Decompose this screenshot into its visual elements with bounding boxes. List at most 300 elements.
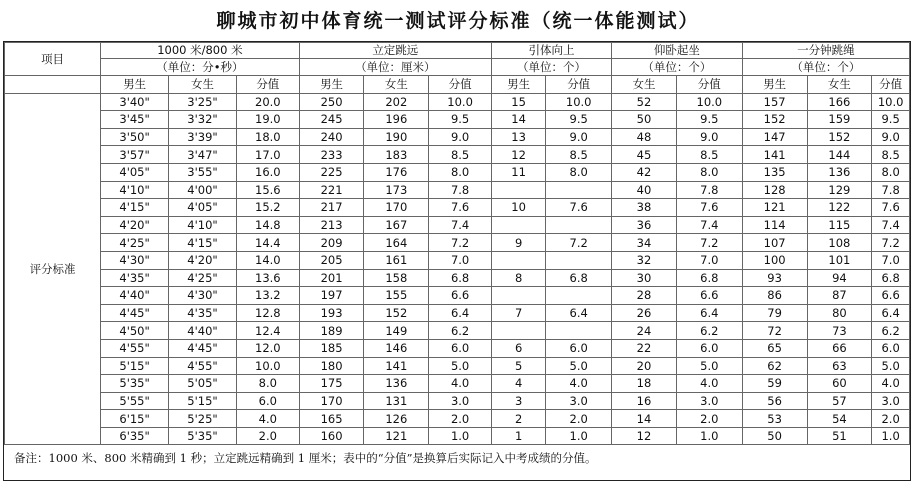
table-cell: 6'15" xyxy=(101,410,169,428)
table-cell: 3'50" xyxy=(101,128,169,146)
table-cell: 141 xyxy=(742,146,807,164)
table-cell: 6.4 xyxy=(676,304,742,322)
sub-header-cell: 分值 xyxy=(676,76,742,94)
sub-header-cell: 分值 xyxy=(236,76,299,94)
table-cell: 170 xyxy=(364,199,429,217)
table-cell: 8.5 xyxy=(676,146,742,164)
table-cell: 4'55" xyxy=(169,357,237,375)
table-cell: 213 xyxy=(299,216,364,234)
table-cell: 4'40" xyxy=(169,322,237,340)
sub-header-cell: 女生 xyxy=(169,76,237,94)
table-cell: 6.0 xyxy=(236,392,299,410)
table-cell xyxy=(491,322,545,340)
table-cell: 57 xyxy=(807,392,872,410)
table-cell: 3'45" xyxy=(101,111,169,129)
group-name: 立定跳远 xyxy=(372,43,419,57)
table-cell: 4'15" xyxy=(169,234,237,252)
table-cell: 152 xyxy=(364,304,429,322)
table-cell: 7.0 xyxy=(676,251,742,269)
table-cell: 165 xyxy=(299,410,364,428)
table-cell: 159 xyxy=(807,111,872,129)
table-cell: 12.8 xyxy=(236,304,299,322)
table-row xyxy=(5,269,910,287)
table-cell: 12 xyxy=(491,146,545,164)
blank-sub-cell xyxy=(5,76,101,94)
table-cell: 4'45" xyxy=(101,304,169,322)
table-cell: 2.0 xyxy=(872,410,910,428)
table-cell: 115 xyxy=(807,216,872,234)
table-cell: 160 xyxy=(299,427,364,445)
table-cell: 4'35" xyxy=(169,304,237,322)
table-cell: 6.4 xyxy=(546,304,612,322)
table-cell: 7.6 xyxy=(546,199,612,217)
table-cell: 19.0 xyxy=(236,111,299,129)
table-cell: 6.8 xyxy=(676,269,742,287)
table-row xyxy=(5,93,910,111)
table-cell: 5'15" xyxy=(101,357,169,375)
table-cell: 4.0 xyxy=(676,375,742,393)
table-row xyxy=(5,375,910,393)
table-cell: 121 xyxy=(742,199,807,217)
table-row xyxy=(5,322,910,340)
table-cell: 100 xyxy=(742,251,807,269)
table-cell: 62 xyxy=(742,357,807,375)
table-cell: 4'05" xyxy=(169,199,237,217)
table-cell: 65 xyxy=(742,339,807,357)
table-cell: 6.8 xyxy=(429,269,492,287)
sub-header-cell: 男生 xyxy=(101,76,169,94)
table-cell: 250 xyxy=(299,93,364,111)
table-cell xyxy=(546,322,612,340)
table-cell: 196 xyxy=(364,111,429,129)
table-cell: 10 xyxy=(491,199,545,217)
sub-header-cell: 分值 xyxy=(546,76,612,94)
table-cell: 79 xyxy=(742,304,807,322)
table-cell: 4'05" xyxy=(101,163,169,181)
unit-run: （单位：分•秒） xyxy=(101,59,300,76)
table-cell: 7 xyxy=(491,304,545,322)
table-cell: 7.6 xyxy=(429,199,492,217)
table-row xyxy=(5,339,910,357)
table-cell: 121 xyxy=(364,427,429,445)
table-cell: 183 xyxy=(364,146,429,164)
table-row xyxy=(5,234,910,252)
table-cell: 6.8 xyxy=(872,269,910,287)
table-cell: 175 xyxy=(299,375,364,393)
sub-header-cell: 分值 xyxy=(429,76,492,94)
table-cell: 9.0 xyxy=(872,128,910,146)
table-cell: 221 xyxy=(299,181,364,199)
table-cell: 170 xyxy=(299,392,364,410)
table-row xyxy=(5,410,910,428)
table-cell: 202 xyxy=(364,93,429,111)
table-cell: 1.0 xyxy=(546,427,612,445)
table-cell: 9.5 xyxy=(872,111,910,129)
table-cell: 14.0 xyxy=(236,251,299,269)
table-cell: 10.0 xyxy=(546,93,612,111)
table-cell: 6.4 xyxy=(872,304,910,322)
table-cell: 136 xyxy=(807,163,872,181)
table-cell: 53 xyxy=(742,410,807,428)
table-cell: 7.6 xyxy=(676,199,742,217)
table-row xyxy=(5,427,910,445)
table-body xyxy=(5,93,910,445)
table-cell: 167 xyxy=(364,216,429,234)
table-cell: 15 xyxy=(491,93,545,111)
table-cell: 6.0 xyxy=(676,339,742,357)
table-cell: 14.4 xyxy=(236,234,299,252)
table-cell: 193 xyxy=(299,304,364,322)
table-cell: 48 xyxy=(612,128,677,146)
table-cell: 10.0 xyxy=(429,93,492,111)
table-cell: 51 xyxy=(807,427,872,445)
table-cell: 5'55" xyxy=(101,392,169,410)
table-row xyxy=(5,146,910,164)
table-cell: 5 xyxy=(491,357,545,375)
sub-header-cell: 男生 xyxy=(299,76,364,94)
table-cell: 5'05" xyxy=(169,375,237,393)
footnote: 备注：1000 米、800 米精确到 1 秒；立定跳远精确到 1 厘米；表中的“分值”是换算后实际记入中考成绩的分值。 xyxy=(14,451,597,465)
table-cell: 8.0 xyxy=(546,163,612,181)
table-cell xyxy=(491,216,545,234)
table-cell: 6.0 xyxy=(872,339,910,357)
table-cell: 6.0 xyxy=(546,339,612,357)
table-cell: 4'25" xyxy=(169,269,237,287)
table-cell: 4'10" xyxy=(169,216,237,234)
table-cell: 131 xyxy=(364,392,429,410)
table-cell: 4'20" xyxy=(101,216,169,234)
table-cell: 7.8 xyxy=(676,181,742,199)
table-cell: 189 xyxy=(299,322,364,340)
table-cell: 190 xyxy=(364,128,429,146)
table-cell: 136 xyxy=(364,375,429,393)
table-cell: 15.6 xyxy=(236,181,299,199)
unit-situp: （单位：个） xyxy=(612,59,743,76)
table-cell: 185 xyxy=(299,339,364,357)
table-cell: 52 xyxy=(612,93,677,111)
table-cell: 107 xyxy=(742,234,807,252)
table-cell: 10.0 xyxy=(872,93,910,111)
table-cell: 9.0 xyxy=(676,128,742,146)
table-cell: 197 xyxy=(299,287,364,305)
table-cell: 3'39" xyxy=(169,128,237,146)
sub-header-cell: 女生 xyxy=(612,76,677,94)
table-cell: 144 xyxy=(807,146,872,164)
table-cell: 1.0 xyxy=(676,427,742,445)
table-cell: 3'40" xyxy=(101,93,169,111)
table-cell: 30 xyxy=(612,269,677,287)
header-row-sub xyxy=(5,76,910,94)
table-cell: 4'00" xyxy=(169,181,237,199)
table-cell: 101 xyxy=(807,251,872,269)
table-cell: 152 xyxy=(742,111,807,129)
table-cell: 3'25" xyxy=(169,93,237,111)
table-cell: 7.8 xyxy=(872,181,910,199)
table-cell: 40 xyxy=(612,181,677,199)
table-row xyxy=(5,128,910,146)
table-cell: 5'35" xyxy=(169,427,237,445)
table-cell: 20.0 xyxy=(236,93,299,111)
table-cell: 80 xyxy=(807,304,872,322)
table-cell: 17.0 xyxy=(236,146,299,164)
table-cell: 15.2 xyxy=(236,199,299,217)
table-cell: 12.0 xyxy=(236,339,299,357)
table-cell: 20 xyxy=(612,357,677,375)
table-cell: 2 xyxy=(491,410,545,428)
table-cell: 6.2 xyxy=(429,322,492,340)
table-cell: 66 xyxy=(807,339,872,357)
table-cell: 16 xyxy=(612,392,677,410)
table-cell: 4'10" xyxy=(101,181,169,199)
table-cell: 7.6 xyxy=(872,199,910,217)
table-cell: 1.0 xyxy=(872,427,910,445)
table-cell: 1 xyxy=(491,427,545,445)
table-cell: 72 xyxy=(742,322,807,340)
table-cell: 6.6 xyxy=(429,287,492,305)
table-cell: 176 xyxy=(364,163,429,181)
table-cell: 7.4 xyxy=(676,216,742,234)
table-cell xyxy=(546,251,612,269)
table-cell: 56 xyxy=(742,392,807,410)
table-cell: 24 xyxy=(612,322,677,340)
table-row xyxy=(5,163,910,181)
table-cell: 14.8 xyxy=(236,216,299,234)
table-row xyxy=(5,251,910,269)
table-cell: 2.0 xyxy=(236,427,299,445)
table-cell: 16.0 xyxy=(236,163,299,181)
table-cell: 3'47" xyxy=(169,146,237,164)
item-header: 项目 xyxy=(5,43,101,76)
table-cell: 59 xyxy=(742,375,807,393)
table-cell: 108 xyxy=(807,234,872,252)
table-cell xyxy=(546,216,612,234)
group-header-jump xyxy=(299,43,491,59)
table-cell: 8.0 xyxy=(872,163,910,181)
table-cell: 9.5 xyxy=(546,111,612,129)
table-cell: 155 xyxy=(364,287,429,305)
table-cell: 8.5 xyxy=(429,146,492,164)
table-cell: 7.4 xyxy=(429,216,492,234)
table-cell: 7.4 xyxy=(872,216,910,234)
table-cell: 7.2 xyxy=(546,234,612,252)
table-cell: 8.0 xyxy=(429,163,492,181)
table-cell: 2.0 xyxy=(429,410,492,428)
table-cell: 7.2 xyxy=(872,234,910,252)
unit-jump: （单位：厘米） xyxy=(299,59,491,76)
table-cell: 28 xyxy=(612,287,677,305)
unit-pullup: （单位：个） xyxy=(491,59,611,76)
table-cell: 180 xyxy=(299,357,364,375)
sub-header-cell: 女生 xyxy=(807,76,872,94)
table-cell: 13.2 xyxy=(236,287,299,305)
group-header-pullup xyxy=(491,43,611,59)
table-cell: 3'57" xyxy=(101,146,169,164)
table-cell: 12 xyxy=(612,427,677,445)
table-cell: 114 xyxy=(742,216,807,234)
table-cell: 4'30" xyxy=(169,287,237,305)
table-cell: 32 xyxy=(612,251,677,269)
table-cell: 94 xyxy=(807,269,872,287)
table-cell: 45 xyxy=(612,146,677,164)
table-cell: 22 xyxy=(612,339,677,357)
table-cell: 3.0 xyxy=(429,392,492,410)
table-cell: 8.0 xyxy=(676,163,742,181)
group-header-run xyxy=(101,43,300,59)
table-cell: 5.0 xyxy=(872,357,910,375)
table-cell: 4'40" xyxy=(101,287,169,305)
table-cell: 26 xyxy=(612,304,677,322)
table-row xyxy=(5,392,910,410)
table-cell: 157 xyxy=(742,93,807,111)
table-cell: 217 xyxy=(299,199,364,217)
header-row-groups xyxy=(5,43,910,59)
table-cell xyxy=(546,287,612,305)
table-cell: 6.2 xyxy=(872,322,910,340)
table-cell: 93 xyxy=(742,269,807,287)
table-cell: 5'25" xyxy=(169,410,237,428)
table-cell: 233 xyxy=(299,146,364,164)
table-cell: 6.0 xyxy=(429,339,492,357)
table-cell: 38 xyxy=(612,199,677,217)
table-cell: 1.0 xyxy=(429,427,492,445)
table-cell: 34 xyxy=(612,234,677,252)
table-cell: 158 xyxy=(364,269,429,287)
group-name: 1000 米/800 米 xyxy=(157,43,243,57)
group-name: 一分钟跳绳 xyxy=(797,43,855,57)
table-row xyxy=(5,199,910,217)
table-cell: 3.0 xyxy=(872,392,910,410)
table-cell: 3.0 xyxy=(676,392,742,410)
table-cell: 5.0 xyxy=(429,357,492,375)
table-cell: 9.5 xyxy=(429,111,492,129)
table-cell: 3.0 xyxy=(546,392,612,410)
table-cell: 4'25" xyxy=(101,234,169,252)
table-cell: 50 xyxy=(612,111,677,129)
table-row xyxy=(5,287,910,305)
table-cell: 8.5 xyxy=(872,146,910,164)
table-cell: 60 xyxy=(807,375,872,393)
table-cell: 173 xyxy=(364,181,429,199)
table-cell: 4'45" xyxy=(169,339,237,357)
table-cell: 73 xyxy=(807,322,872,340)
table-cell: 8.0 xyxy=(236,375,299,393)
table-cell: 6.4 xyxy=(429,304,492,322)
table-cell: 205 xyxy=(299,251,364,269)
table-cell: 14 xyxy=(491,111,545,129)
table-cell: 4'15" xyxy=(101,199,169,217)
table-cell: 135 xyxy=(742,163,807,181)
table-cell: 13.6 xyxy=(236,269,299,287)
page-title: 聊城市初中体育统一测试评分标准（统一体能测试） xyxy=(216,10,700,32)
table-cell: 4 xyxy=(491,375,545,393)
table-cell: 6.6 xyxy=(676,287,742,305)
table-cell: 10.0 xyxy=(236,357,299,375)
group-name: 引体向上 xyxy=(528,43,575,57)
table-cell: 122 xyxy=(807,199,872,217)
group-name: 仰卧起坐 xyxy=(653,43,700,57)
table-cell: 129 xyxy=(807,181,872,199)
sub-header-cell: 男生 xyxy=(742,76,807,94)
table-cell: 9 xyxy=(491,234,545,252)
table-cell: 5'15" xyxy=(169,392,237,410)
table-cell: 4'55" xyxy=(101,339,169,357)
table-cell: 54 xyxy=(807,410,872,428)
table-cell: 3'32" xyxy=(169,111,237,129)
table-cell: 225 xyxy=(299,163,364,181)
sub-header-cell: 女生 xyxy=(364,76,429,94)
table-cell: 146 xyxy=(364,339,429,357)
header-row-units xyxy=(5,59,910,76)
table-row xyxy=(5,111,910,129)
table-cell: 7.8 xyxy=(429,181,492,199)
table-cell: 152 xyxy=(807,128,872,146)
table-cell: 245 xyxy=(299,111,364,129)
table-cell: 3'55" xyxy=(169,163,237,181)
table-cell: 6.6 xyxy=(872,287,910,305)
group-header-rope xyxy=(742,43,909,59)
table-cell: 87 xyxy=(807,287,872,305)
table-cell: 42 xyxy=(612,163,677,181)
table-cell: 4'20" xyxy=(169,251,237,269)
table-cell: 4'30" xyxy=(101,251,169,269)
table-cell: 13 xyxy=(491,128,545,146)
table-cell: 147 xyxy=(742,128,807,146)
table-cell: 3 xyxy=(491,392,545,410)
table-cell: 7.0 xyxy=(872,251,910,269)
table-cell: 18.0 xyxy=(236,128,299,146)
table-row xyxy=(5,357,910,375)
table-cell: 166 xyxy=(807,93,872,111)
table-cell: 6 xyxy=(491,339,545,357)
table-cell: 128 xyxy=(742,181,807,199)
table-cell xyxy=(491,251,545,269)
table-cell: 14 xyxy=(612,410,677,428)
table-cell: 4.0 xyxy=(546,375,612,393)
table-cell xyxy=(546,181,612,199)
table-cell: 126 xyxy=(364,410,429,428)
table-cell: 4'35" xyxy=(101,269,169,287)
table-cell: 36 xyxy=(612,216,677,234)
table-cell: 50 xyxy=(742,427,807,445)
table-cell: 4'50" xyxy=(101,322,169,340)
table-row xyxy=(5,304,910,322)
table-row xyxy=(5,216,910,234)
table-cell: 6'35" xyxy=(101,427,169,445)
row-label: 评分标准 xyxy=(5,93,101,445)
table-cell: 12.4 xyxy=(236,322,299,340)
group-header-situp xyxy=(612,43,743,59)
table-row xyxy=(5,181,910,199)
table-cell: 4.0 xyxy=(236,410,299,428)
table-cell: 209 xyxy=(299,234,364,252)
table-cell: 63 xyxy=(807,357,872,375)
table-cell: 8.5 xyxy=(546,146,612,164)
table-cell: 11 xyxy=(491,163,545,181)
table-cell: 240 xyxy=(299,128,364,146)
table-cell: 2.0 xyxy=(676,410,742,428)
table-cell xyxy=(491,287,545,305)
table-cell: 5'35" xyxy=(101,375,169,393)
table-cell: 86 xyxy=(742,287,807,305)
score-table xyxy=(4,42,910,445)
table-cell: 8 xyxy=(491,269,545,287)
table-cell: 164 xyxy=(364,234,429,252)
table-cell: 9.5 xyxy=(676,111,742,129)
table-cell: 4.0 xyxy=(429,375,492,393)
table-cell: 5.0 xyxy=(546,357,612,375)
table-cell: 10.0 xyxy=(676,93,742,111)
table-cell: 18 xyxy=(612,375,677,393)
